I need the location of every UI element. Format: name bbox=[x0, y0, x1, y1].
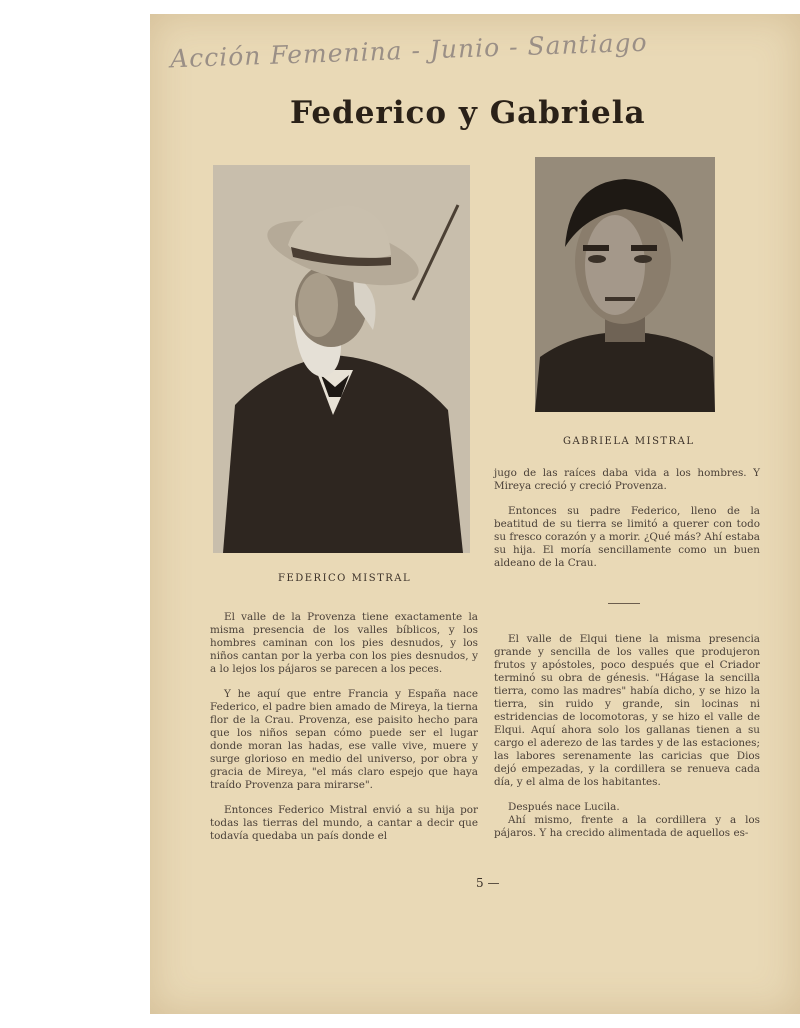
paragraph: El valle de Elqui tiene la misma presencia grande y sencilla de los valles que produjeron frutos y apóstoles, poco después que el Criador terminó su obra de génesis. "Hágase la sencilla tierra, como las madres" había dicho, y se hizo la tierra, sin ruido y grande, sin locinas ni estridencias de locomotoras, y se hizo el valle de Elqui. Aquí ahora solo los gallanas tienen a su cargo el aderezo de las tardes y de las estaciones; las labores serenamente las caricias que Dios dejó empezadas, y la cordillera se renueva cada día, y el alma de los habitantes. bbox=[494, 633, 760, 788]
left-column bbox=[210, 611, 478, 855]
paragraph: jugo de las raíces daba vida a los hombres. Y Mireya creció y creció Provenza. bbox=[494, 467, 760, 492]
paragraph: Después nace Lucila. bbox=[508, 801, 620, 813]
federico-mistral-photo bbox=[213, 165, 470, 553]
section-divider bbox=[608, 603, 640, 604]
handwritten-note: Acción Femenina - Junio - Santiago bbox=[169, 27, 648, 74]
paragraph: Y he aquí que entre Francia y España nace Federico, el padre bien amado de Mireya, la tierna flor de la Crau. Provenza, ese paisito hecho para que los niños sepan cómo puede ser el lugar donde moran las hadas, ese valle vive, muere y surge glorioso en medio del universo, por obra y gracia de Mireya, "el más claro espejo que haya traído Provenza para mirarse". bbox=[210, 688, 478, 791]
article-title: Federico y Gabriela bbox=[290, 95, 646, 131]
right-column-top bbox=[494, 467, 760, 582]
paragraph: Ahí mismo, frente a la cordillera y a los pájaros. Y ha crecido alimentada de aquellos es- bbox=[494, 814, 760, 839]
federico-caption: FEDERICO MISTRAL bbox=[278, 573, 412, 584]
paragraph: Entonces Federico Mistral envió a su hija por todas las tierras del mundo, a cantar a decir que todavía quedaba un país donde el bbox=[210, 804, 478, 842]
gabriela-mistral-photo bbox=[535, 157, 715, 412]
paragraph: El valle de la Provenza tiene exactamente la misma presencia de los valles bíblicos, y los hombres caminan con los pies desnudos, y los niños cantan por la yerba con los pies desnudos, y a lo lejos los pájaros se parecen a los peces. bbox=[210, 611, 478, 675]
right-column-bottom bbox=[494, 633, 760, 852]
page-number: 5 — bbox=[476, 876, 500, 890]
gabriela-caption: GABRIELA MISTRAL bbox=[563, 436, 695, 447]
paragraph: Entonces su padre Federico, lleno de la beatitud de su tierra se limitó a querer con todo su fresco corazón y a morir. ¿Qué más? Ahí estaba su hija. El moría sencillamente como un buen aldeano de la Crau. bbox=[494, 505, 760, 569]
